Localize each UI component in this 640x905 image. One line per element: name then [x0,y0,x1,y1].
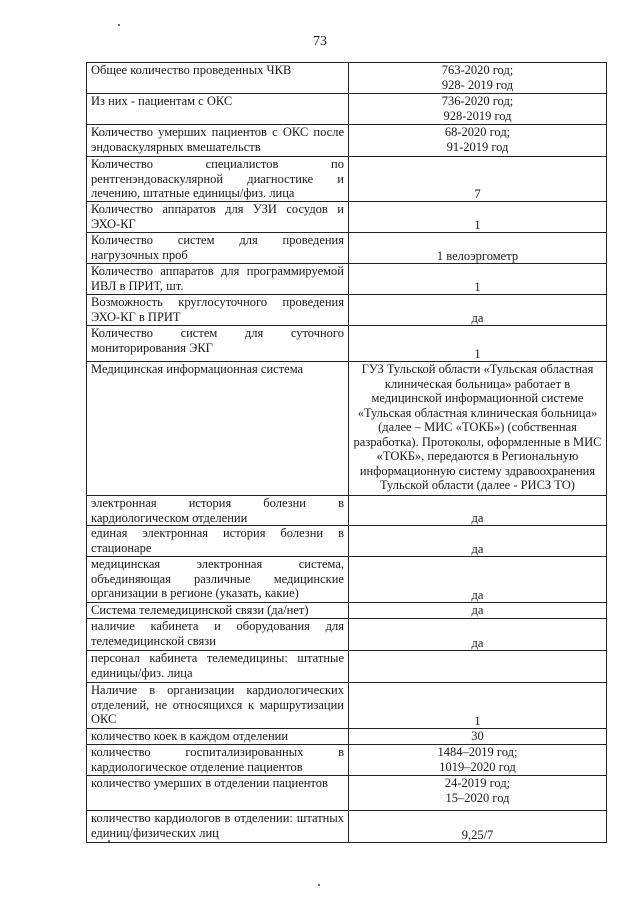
row-value: ГУЗ Тульской области «Тульская областная клиническая больница» работает в медицинской информационной системе «Тульская областная клиническая больница» (далее – МИС «ТОКБ») (собственная разработка). Протоколы, оформленные в МИС «ТОКБ», передаются в Региональную информационную систему здравоохранения Тульской области (далее - РИСЗ ТО) [349,362,607,496]
row-value: 68-2020 год; 91-2019 год [349,125,607,157]
row-label: медицинская электронная система, объединяющая различные медицинские организации в регионе (указать, какие) [87,557,349,603]
row-value: 736-2020 год; 928-2019 год [349,94,607,125]
row-value: 763-2020 год; 928- 2019 год [349,63,607,94]
row-label: Общее количество проведенных ЧКВ [87,63,349,94]
table-row [87,157,607,202]
table-row [87,295,607,326]
data-table [86,62,607,843]
row-value: 24-2019 год; 15–2020 год [349,776,607,811]
row-value: 30 [349,729,607,745]
row-label: Количество умерших пациентов с ОКС после эндоваскулярных вмешательств [87,125,349,157]
scan-speck [318,884,320,886]
row-value: 7 [349,157,607,202]
row-label: Возможность круглосуточного проведения ЭХО-КГ в ПРИТ [87,295,349,326]
row-label: Медицинская информационная система [87,362,349,496]
scan-speck [108,840,110,842]
row-label: Количество специалистов по рентгенэндоваскулярной диагностике и лечению, штатные единицы/физ. лица [87,157,349,202]
table-row [87,811,607,843]
row-value: 1484–2019 год; 1019–2020 год [349,745,607,776]
table-row [87,729,607,745]
row-value: 1 [349,683,607,729]
row-label: Количество систем для проведения нагрузочных проб [87,233,349,264]
table-row [87,557,607,603]
table-row [87,496,607,526]
table-row [87,776,607,811]
table-row [87,125,607,157]
row-value: да [349,557,607,603]
row-value: да [349,496,607,526]
row-value: 1 [349,264,607,295]
row-label: Система телемедицинской связи (да/нет) [87,603,349,619]
table-row [87,651,607,683]
table-row [87,233,607,264]
row-value: да [349,603,607,619]
table-row [87,603,607,619]
row-value: 1 [349,202,607,233]
row-label: Количество аппаратов для УЗИ сосудов и ЭХО-КГ [87,202,349,233]
row-label: персонал кабинета телемедицины: штатные единицы/физ. лица [87,651,349,683]
row-label: наличие кабинета и оборудования для телемедицинской связи [87,619,349,651]
table-row [87,264,607,295]
row-label: единая электронная история болезни в стационаре [87,526,349,557]
row-label: Количество систем для суточного мониторирования ЭКГ [87,326,349,362]
row-label: количество коек в каждом отделении [87,729,349,745]
page-number: 73 [313,34,327,49]
table-row [87,94,607,125]
row-value: да [349,295,607,326]
table-row [87,362,607,496]
row-label: Из них - пациентам с ОКС [87,94,349,125]
row-label: количество умерших в отделении пациентов [87,776,349,811]
table-row [87,745,607,776]
table-row [87,63,607,94]
row-value: 9,25/7 [349,811,607,843]
row-label: количество кардиологов в отделении: штатных единиц/физических лиц [87,811,349,843]
row-label: количество госпитализированных в кардиологическое отделение пациентов [87,745,349,776]
table-row [87,683,607,729]
table-row [87,619,607,651]
table-row [87,326,607,362]
row-value: да [349,619,607,651]
row-value [349,651,607,683]
row-label: Количество аппаратов для программируемой ИВЛ в ПРИТ, шт. [87,264,349,295]
row-label: электронная история болезни в кардиологическом отделении [87,496,349,526]
row-value: 1 [349,326,607,362]
scan-speck [118,24,120,26]
row-value: 1 велоэргометр [349,233,607,264]
row-value: да [349,526,607,557]
row-label: Наличие в организации кардиологических отделений, не относящихся к маршрутизации ОКС [87,683,349,729]
table-row [87,526,607,557]
table-row [87,202,607,233]
